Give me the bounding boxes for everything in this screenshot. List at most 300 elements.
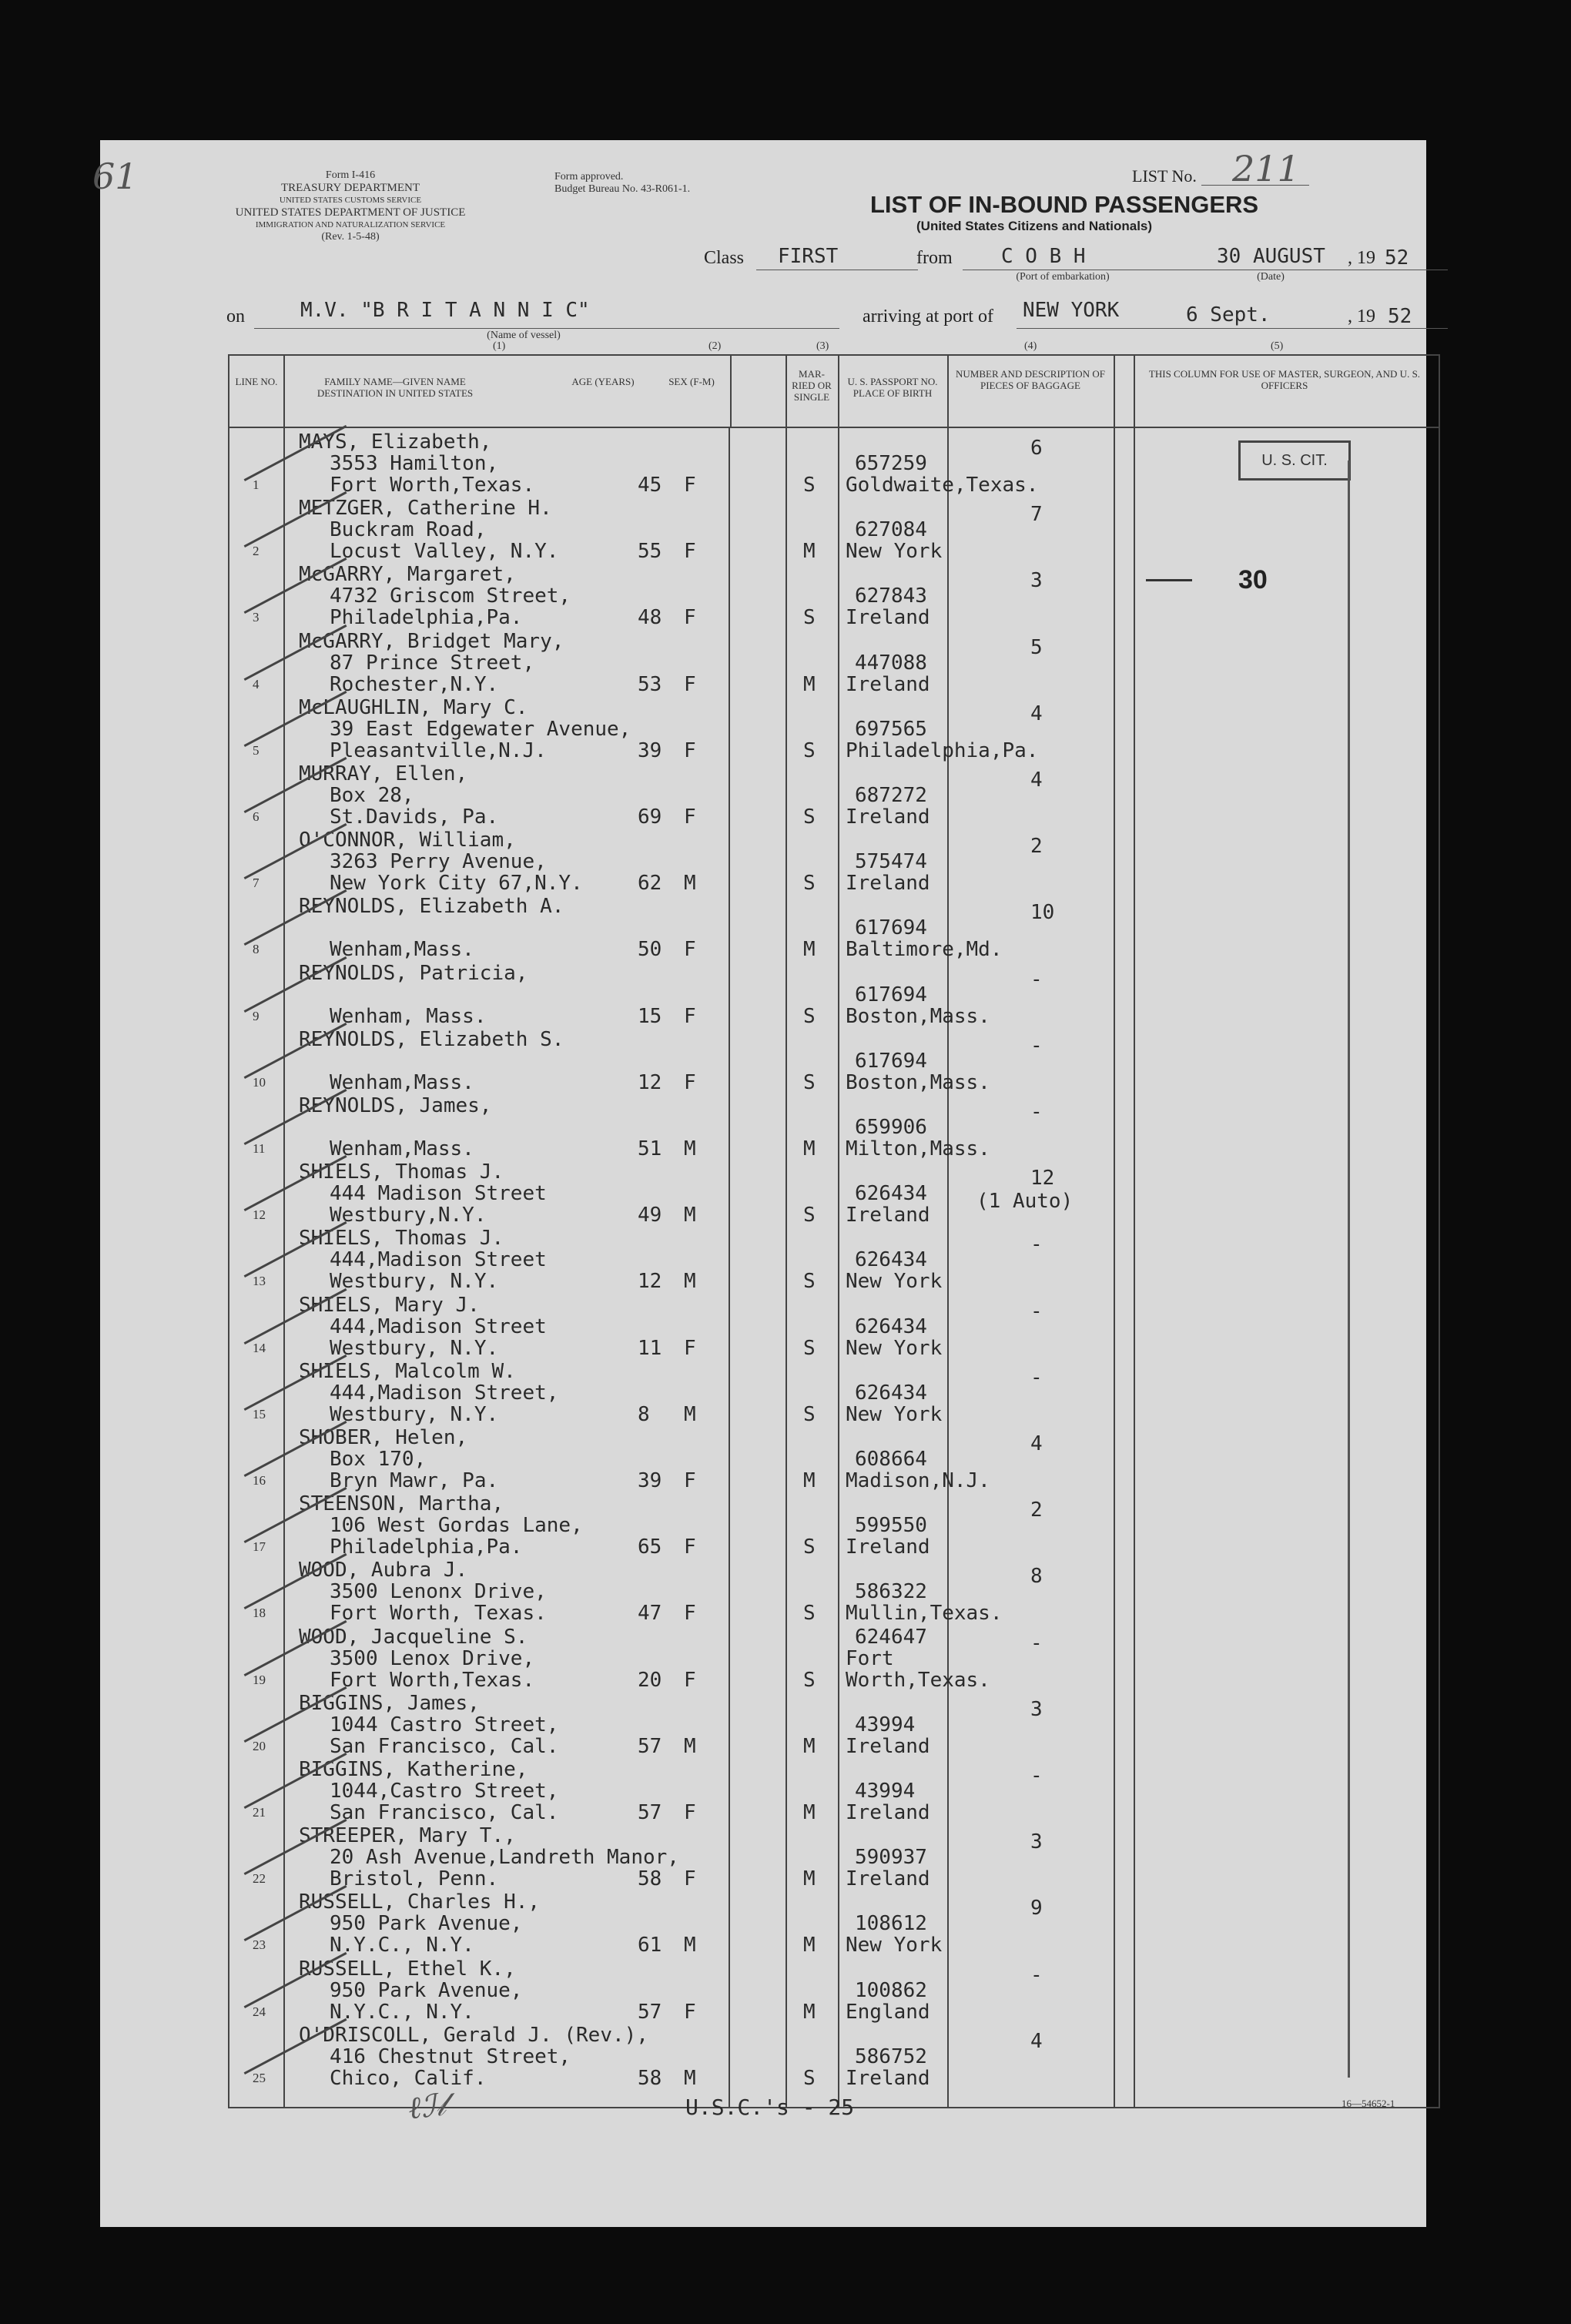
sex: F: [684, 738, 696, 762]
baggage-count: -: [1030, 1963, 1043, 1987]
passenger-name: SHOBER, Helen,: [299, 1426, 468, 1449]
age: 58: [638, 2066, 662, 2090]
col-header-age: AGE (YEARS): [571, 376, 635, 387]
age: 55: [638, 540, 662, 564]
city-state: Rochester,N.Y.: [330, 672, 499, 696]
street-address: 3553 Hamilton,: [330, 452, 499, 475]
passenger-table: [228, 354, 1440, 2108]
passport-number: 657259: [855, 452, 927, 475]
passenger-name: SHIELS, Malcolm W.: [299, 1359, 516, 1383]
year-1: 52: [1385, 246, 1409, 270]
passport-number: 590937: [855, 1846, 927, 1870]
sex: F: [684, 938, 696, 962]
table-row: [229, 1425, 1439, 1492]
baggage-count: 4: [1030, 702, 1043, 725]
baggage-count: 3: [1030, 1830, 1043, 1854]
street-address: 444,Madison Street: [330, 1248, 547, 1272]
table-row: [229, 1293, 1439, 1359]
sex: F: [684, 540, 696, 564]
line-number: 16: [253, 1473, 266, 1488]
col-header-sex: SEX (F-M): [668, 376, 715, 387]
departure-date: 30 AUGUST: [1217, 245, 1325, 268]
marital-status: S: [803, 1070, 816, 1094]
col-num-4: (4): [1024, 340, 1037, 352]
baggage-count: -: [1030, 1631, 1043, 1655]
street-address: 444,Madison Street,: [330, 1381, 559, 1405]
marital-status: S: [803, 1004, 816, 1028]
us-citizen-stamp: U. S. CIT.: [1238, 440, 1351, 481]
passport-number: 627084: [855, 518, 927, 542]
passenger-name: METZGER, Catherine H.: [299, 497, 552, 521]
table-row: [229, 762, 1439, 828]
line-number: 3: [253, 610, 260, 625]
place-of-birth: Mullin,Texas.: [846, 1602, 1003, 1626]
date-caption: (Date): [1257, 271, 1285, 283]
year-2: 52: [1388, 305, 1412, 328]
street-address: Buckram Road,: [330, 518, 487, 542]
line-number: 24: [253, 2004, 266, 2019]
street-address: 106 West Gordas Lane,: [330, 1514, 583, 1538]
line-number: 5: [253, 742, 260, 758]
city-state: Westbury,N.Y.: [330, 1204, 487, 1227]
table-row: [229, 1226, 1439, 1292]
on-label: on: [226, 306, 245, 326]
officer-vertical-mark: [1348, 460, 1350, 2078]
col-header-passport: U. S. PASSPORT NO. PLACE OF BIRTH: [847, 376, 938, 399]
street-address: Box 28,: [330, 784, 414, 807]
sex: M: [684, 1402, 696, 1426]
passport-number: 447088: [855, 651, 927, 675]
marital-status: S: [803, 1535, 816, 1559]
city-state: Wenham,Mass.: [330, 938, 474, 962]
revision: (Rev. 1-5-48): [321, 231, 380, 243]
customs-service: UNITED STATES CUSTOMS SERVICE: [279, 196, 422, 205]
arriving-label: arriving at port of: [863, 306, 993, 326]
marital-status: S: [803, 1204, 816, 1227]
city-state: Westbury, N.Y.: [330, 1336, 499, 1360]
city-state: Philadelphia,Pa.: [330, 1535, 523, 1559]
table-row: [229, 1093, 1439, 1160]
place-of-birth: Baltimore,Md.: [846, 938, 1003, 962]
marital-status: S: [803, 1270, 816, 1294]
marital-status: S: [803, 474, 816, 497]
sex: M: [684, 1204, 696, 1227]
passenger-name: STREEPER, Mary T.,: [299, 1824, 516, 1848]
place-of-birth: Boston,Mass.: [846, 1070, 990, 1094]
baggage-count: 4: [1030, 2029, 1043, 2053]
street-address: 1044 Castro Street,: [330, 1713, 559, 1736]
form-approved: Form approved.: [554, 171, 624, 183]
line-number: 11: [253, 1141, 266, 1156]
officer-signature: ℓℐ𝓁: [406, 2087, 448, 2127]
city-state: Fort Worth, Texas.: [330, 1602, 547, 1626]
baggage-count: 5: [1030, 635, 1043, 659]
table-row: [229, 629, 1439, 695]
passenger-name: REYNOLDS, James,: [299, 1094, 492, 1117]
ins-service: IMMIGRATION AND NATURALIZATION SERVICE: [255, 220, 446, 229]
passenger-name: REYNOLDS, Elizabeth A.: [299, 895, 564, 919]
justice-dept: UNITED STATES DEPARTMENT OF JUSTICE: [235, 206, 466, 219]
sex: F: [684, 1336, 696, 1360]
age: 50: [638, 938, 662, 962]
table-row: [229, 1492, 1439, 1558]
city-state: N.Y.C., N.Y.: [330, 1934, 474, 1957]
city-state: Westbury, N.Y.: [330, 1270, 499, 1294]
age: 39: [638, 1469, 662, 1492]
place-of-birth: Ireland: [846, 1801, 930, 1824]
line-number: 10: [253, 1074, 266, 1090]
sex: F: [684, 1535, 696, 1559]
line-number: 8: [253, 942, 260, 957]
street-address: 3263 Perry Avenue,: [330, 850, 547, 874]
port-of-embarkation: C O B H: [1001, 245, 1086, 268]
col-header-line: LINE NO.: [235, 376, 278, 387]
baggage-count: 3: [1030, 569, 1043, 593]
passenger-name: REYNOLDS, Patricia,: [299, 961, 528, 985]
passport-number: 697565: [855, 717, 927, 741]
marital-status: S: [803, 872, 816, 896]
passenger-name: O'CONNOR, William,: [299, 829, 516, 852]
place-of-birth: Ireland: [846, 1867, 930, 1891]
table-row: [229, 1691, 1439, 1757]
baggage-count: -: [1030, 1233, 1043, 1257]
age: 49: [638, 1204, 662, 1227]
treasury-dept: TREASURY DEPARTMENT: [280, 182, 420, 194]
street-address: 1044,Castro Street,: [330, 1780, 559, 1803]
place-of-birth: Boston,Mass.: [846, 1004, 990, 1028]
sex: F: [684, 805, 696, 829]
marital-status: S: [803, 805, 816, 829]
line-number: 1: [253, 477, 260, 492]
line-number: 13: [253, 1274, 266, 1289]
baggage-count: -: [1030, 1365, 1043, 1389]
passport-number: 617694: [855, 916, 927, 940]
baggage-count: 12: [1030, 1167, 1055, 1190]
age: 47: [638, 1602, 662, 1626]
sex: F: [684, 672, 696, 696]
street-address: 444 Madison Street: [330, 1182, 547, 1206]
age: 58: [638, 1867, 662, 1891]
marital-status: S: [803, 1336, 816, 1360]
line-number: 23: [253, 1937, 266, 1953]
age: 11: [638, 1336, 662, 1360]
street-address: 950 Park Avenue,: [330, 1978, 523, 2002]
age: 53: [638, 672, 662, 696]
table-row: [229, 1823, 1439, 1890]
baggage-count: 2: [1030, 1499, 1043, 1522]
age: 57: [638, 1801, 662, 1824]
marital-status: M: [803, 672, 816, 696]
city-state: Bryn Mawr, Pa.: [330, 1469, 499, 1492]
passenger-name: RUSSELL, Ethel K.,: [299, 1957, 516, 1981]
table-row: [229, 496, 1439, 562]
sex: F: [684, 606, 696, 630]
place-of-birth: England: [846, 2000, 930, 2024]
marital-status: S: [803, 606, 816, 630]
passport-number: 617694: [855, 983, 927, 1006]
street-address: 87 Prince Street,: [330, 651, 535, 675]
passenger-name: McGARRY, Bridget Mary,: [299, 629, 564, 653]
sex: M: [684, 1270, 696, 1294]
passport-number: 108612: [855, 1912, 927, 1936]
city-state: Westbury, N.Y.: [330, 1402, 499, 1426]
marital-status: M: [803, 1867, 816, 1891]
age: 61: [638, 1934, 662, 1957]
from-label: from: [916, 248, 953, 268]
line-number: 9: [253, 1008, 260, 1023]
budget-bureau: Budget Bureau No. 43-R061-1.: [554, 183, 691, 195]
street-address: 950 Park Avenue,: [330, 1912, 523, 1936]
place-of-birth: New York: [846, 1934, 943, 1957]
street-address: 3500 Lenonx Drive,: [330, 1580, 547, 1604]
passport-number: 608664: [855, 1448, 927, 1471]
passenger-name: SHIELS, Thomas J.: [299, 1227, 504, 1251]
table-row: [229, 1890, 1439, 1956]
marital-status: M: [803, 1734, 816, 1758]
marital-status: S: [803, 738, 816, 762]
city-state: Fort Worth,Texas.: [330, 474, 535, 497]
passenger-name: BIGGINS, Katherine,: [299, 1758, 528, 1781]
place-of-birth: Ireland: [846, 1204, 930, 1227]
baggage-count: -: [1030, 1033, 1043, 1057]
sex: M: [684, 872, 696, 896]
citizen-total: U.S.C.'s - 25: [685, 2095, 855, 2120]
vessel-name: M.V. "B R I T A N N I C": [300, 299, 590, 322]
passenger-name: MAYS, Elizabeth,: [299, 430, 492, 454]
list-no-label: LIST No.: [1132, 166, 1197, 186]
table-row: [229, 828, 1439, 894]
place-of-birth: Ireland: [846, 1734, 930, 1758]
passport-number: 43994: [855, 1780, 916, 1803]
age: 69: [638, 805, 662, 829]
passport-number: 626434: [855, 1381, 927, 1405]
line-number: 6: [253, 809, 260, 824]
sex: F: [684, 1469, 696, 1492]
form-id-block: [216, 169, 485, 243]
table-row: [229, 894, 1439, 960]
place-of-birth: New York: [846, 1270, 943, 1294]
passport-number: 575474: [855, 850, 927, 874]
age: 12: [638, 1270, 662, 1294]
passenger-name: REYNOLDS, Elizabeth S.: [299, 1027, 564, 1051]
place-of-birth: Ireland: [846, 1535, 930, 1559]
line-number: 14: [253, 1340, 266, 1355]
passport-number: 627843: [855, 584, 927, 608]
officer-dash: [1146, 579, 1192, 581]
place-of-birth: Ireland: [846, 672, 930, 696]
table-row: [229, 1625, 1439, 1691]
baggage-count: -: [1030, 967, 1043, 991]
line-number: 22: [253, 1871, 266, 1887]
place-of-birth: Milton,Mass.: [846, 1137, 990, 1160]
baggage-count: 9: [1030, 1897, 1043, 1920]
age: 48: [638, 606, 662, 630]
form-subtitle: (United States Citizens and Nationals): [916, 219, 1153, 233]
passport-number: 617694: [855, 1049, 927, 1073]
sex: F: [684, 1801, 696, 1824]
street-address: 20 Ash Avenue,Landreth Manor,: [330, 1846, 679, 1870]
sex: M: [684, 1934, 696, 1957]
marital-status: M: [803, 1137, 816, 1160]
line-number: 17: [253, 1539, 266, 1555]
marital-status: M: [803, 540, 816, 564]
passenger-name: WOOD, Aubra J.: [299, 1559, 468, 1582]
line-number: 15: [253, 1406, 266, 1422]
table-row: [229, 1757, 1439, 1823]
marital-status: S: [803, 1668, 816, 1692]
col-num-5: (5): [1271, 340, 1284, 352]
street-address: Box 170,: [330, 1448, 427, 1471]
passport-number: 100862: [855, 1978, 927, 2002]
class-label: Class: [704, 248, 745, 268]
marital-status: M: [803, 1934, 816, 1957]
place-of-birth: Ireland: [846, 606, 930, 630]
city-state: Fort Worth,Texas.: [330, 1668, 535, 1692]
table-row: [229, 1957, 1439, 2023]
city-state: Wenham, Mass.: [330, 1004, 487, 1028]
passport-number: 624647: [855, 1625, 927, 1649]
table-row: [229, 1359, 1439, 1425]
year-prefix-1: , 19: [1348, 248, 1375, 268]
col-num-2: (2): [708, 340, 722, 352]
city-state: Philadelphia,Pa.: [330, 606, 523, 630]
passenger-name: MURRAY, Ellen,: [299, 762, 468, 785]
table-row: [229, 1160, 1439, 1226]
age: 20: [638, 1668, 662, 1692]
passenger-name: McLAUGHLIN, Mary C.: [299, 695, 528, 719]
marital-status: M: [803, 938, 816, 962]
baggage-count: -: [1030, 1100, 1043, 1123]
table-row: [229, 1558, 1439, 1624]
list-no-value: 211: [1232, 148, 1300, 189]
street-address: 4732 Griscom Street,: [330, 584, 571, 608]
line-number: 2: [253, 544, 260, 559]
baggage-count: 4: [1030, 769, 1043, 792]
city-state: New York City 67,N.Y.: [330, 872, 583, 896]
passport-number: 626434: [855, 1248, 927, 1272]
age: 51: [638, 1137, 662, 1160]
age: 45: [638, 474, 662, 497]
place-of-birth: New York: [846, 1336, 943, 1360]
city-state: Locust Valley, N.Y.: [330, 540, 559, 564]
baggage-count: 4: [1030, 1432, 1043, 1455]
passport-number: 586322: [855, 1580, 927, 1604]
line-number: 19: [253, 1672, 266, 1687]
table-row: [229, 695, 1439, 762]
place-of-birth: New York: [846, 540, 943, 564]
form-number: Form I-416: [325, 169, 376, 181]
baggage-count: 10: [1030, 901, 1055, 925]
city-state: St.Davids, Pa.: [330, 805, 499, 829]
passenger-name: McGARRY, Margaret,: [299, 563, 516, 587]
passport-number: 687272: [855, 784, 927, 807]
col-header-married: MAR-RIED OR SINGLE: [792, 368, 832, 403]
passenger-name: O'DRISCOLL, Gerald J. (Rev.),: [299, 2023, 648, 2047]
age: 12: [638, 1070, 662, 1094]
form-approval: [554, 171, 755, 196]
line-number: 20: [253, 1738, 266, 1753]
city-state: San Francisco, Cal.: [330, 1734, 559, 1758]
baggage-count: -: [1030, 1764, 1043, 1787]
place-of-birth: Ireland: [846, 805, 930, 829]
officer-note: 30: [1238, 565, 1268, 594]
passport-number: 659906: [855, 1116, 927, 1139]
col-header-baggage: NUMBER AND DESCRIPTION OF PIECES OF BAGGAGE: [956, 368, 1105, 391]
city-state: Pleasantville,N.J.: [330, 738, 547, 762]
passenger-name: SHIELS, Mary J.: [299, 1293, 480, 1317]
street-address: 39 East Edgewater Avenue,: [330, 717, 631, 741]
col-header-name: FAMILY NAME—GIVEN NAME DESTINATION IN UNITED STATES: [317, 376, 474, 399]
margin-mark: 61: [92, 156, 138, 197]
city-state: Bristol, Penn.: [330, 1867, 499, 1891]
passenger-name: BIGGINS, James,: [299, 1691, 480, 1715]
city-state: Chico, Calif.: [330, 2066, 487, 2090]
col-num-1: (1): [493, 340, 506, 352]
line-number: 18: [253, 1606, 266, 1621]
sex: F: [684, 1867, 696, 1891]
class-value: FIRST: [778, 245, 839, 268]
marital-status: S: [803, 1602, 816, 1626]
baggage-description: (1 Auto): [976, 1190, 1074, 1214]
table-row: [229, 1027, 1439, 1093]
marital-status: S: [803, 1402, 816, 1426]
marital-status: M: [803, 1801, 816, 1824]
col-header-officers: THIS COLUMN FOR USE OF MASTER, SURGEON, AND U. S. OFFICERS: [1148, 368, 1421, 391]
city-state: N.Y.C., N.Y.: [330, 2000, 474, 2024]
sex: F: [684, 1070, 696, 1094]
baggage-count: 2: [1030, 835, 1043, 859]
age: 57: [638, 2000, 662, 2024]
passport-number: 626434: [855, 1314, 927, 1338]
marital-status: S: [803, 2066, 816, 2090]
line-number: 21: [253, 1805, 266, 1820]
passport-number: 599550: [855, 1514, 927, 1538]
arrival-port: NEW YORK: [1023, 299, 1120, 322]
sex: F: [684, 1602, 696, 1626]
sex: F: [684, 474, 696, 497]
passenger-name: RUSSELL, Charles H.,: [299, 1890, 541, 1914]
age: 62: [638, 872, 662, 896]
age: 57: [638, 1734, 662, 1758]
sex: F: [684, 2000, 696, 2024]
passenger-name: STEENSON, Martha,: [299, 1492, 504, 1516]
place-of-birth: Ireland: [846, 872, 930, 896]
city-state: Wenham,Mass.: [330, 1137, 474, 1160]
baggage-count: 6: [1030, 437, 1043, 460]
col-num-3: (3): [816, 340, 829, 352]
passport-number: 586752: [855, 2044, 927, 2068]
passenger-name: SHIELS, Thomas J.: [299, 1160, 504, 1184]
table-row: [229, 961, 1439, 1027]
arrival-date: 6 Sept.: [1186, 303, 1271, 326]
line-number: 12: [253, 1207, 266, 1223]
baggage-count: 8: [1030, 1565, 1043, 1589]
city-state: San Francisco, Cal.: [330, 1801, 559, 1824]
line-number: 7: [253, 876, 260, 891]
passport-number: 626434: [855, 1182, 927, 1206]
vessel-caption: (Name of vessel): [487, 330, 561, 341]
place-of-birth: Madison,N.J.: [846, 1469, 990, 1492]
line-number: 25: [253, 2070, 266, 2085]
year-prefix-2: , 19: [1348, 306, 1375, 326]
sex: F: [684, 1668, 696, 1692]
passport-number: 43994: [855, 1713, 916, 1736]
age: 65: [638, 1535, 662, 1559]
place-of-birth: Goldwaite,Texas.: [846, 474, 1039, 497]
street-address: 416 Chestnut Street,: [330, 2044, 571, 2068]
form-code: 16—54652-1: [1342, 2098, 1395, 2109]
sex: F: [684, 1004, 696, 1028]
